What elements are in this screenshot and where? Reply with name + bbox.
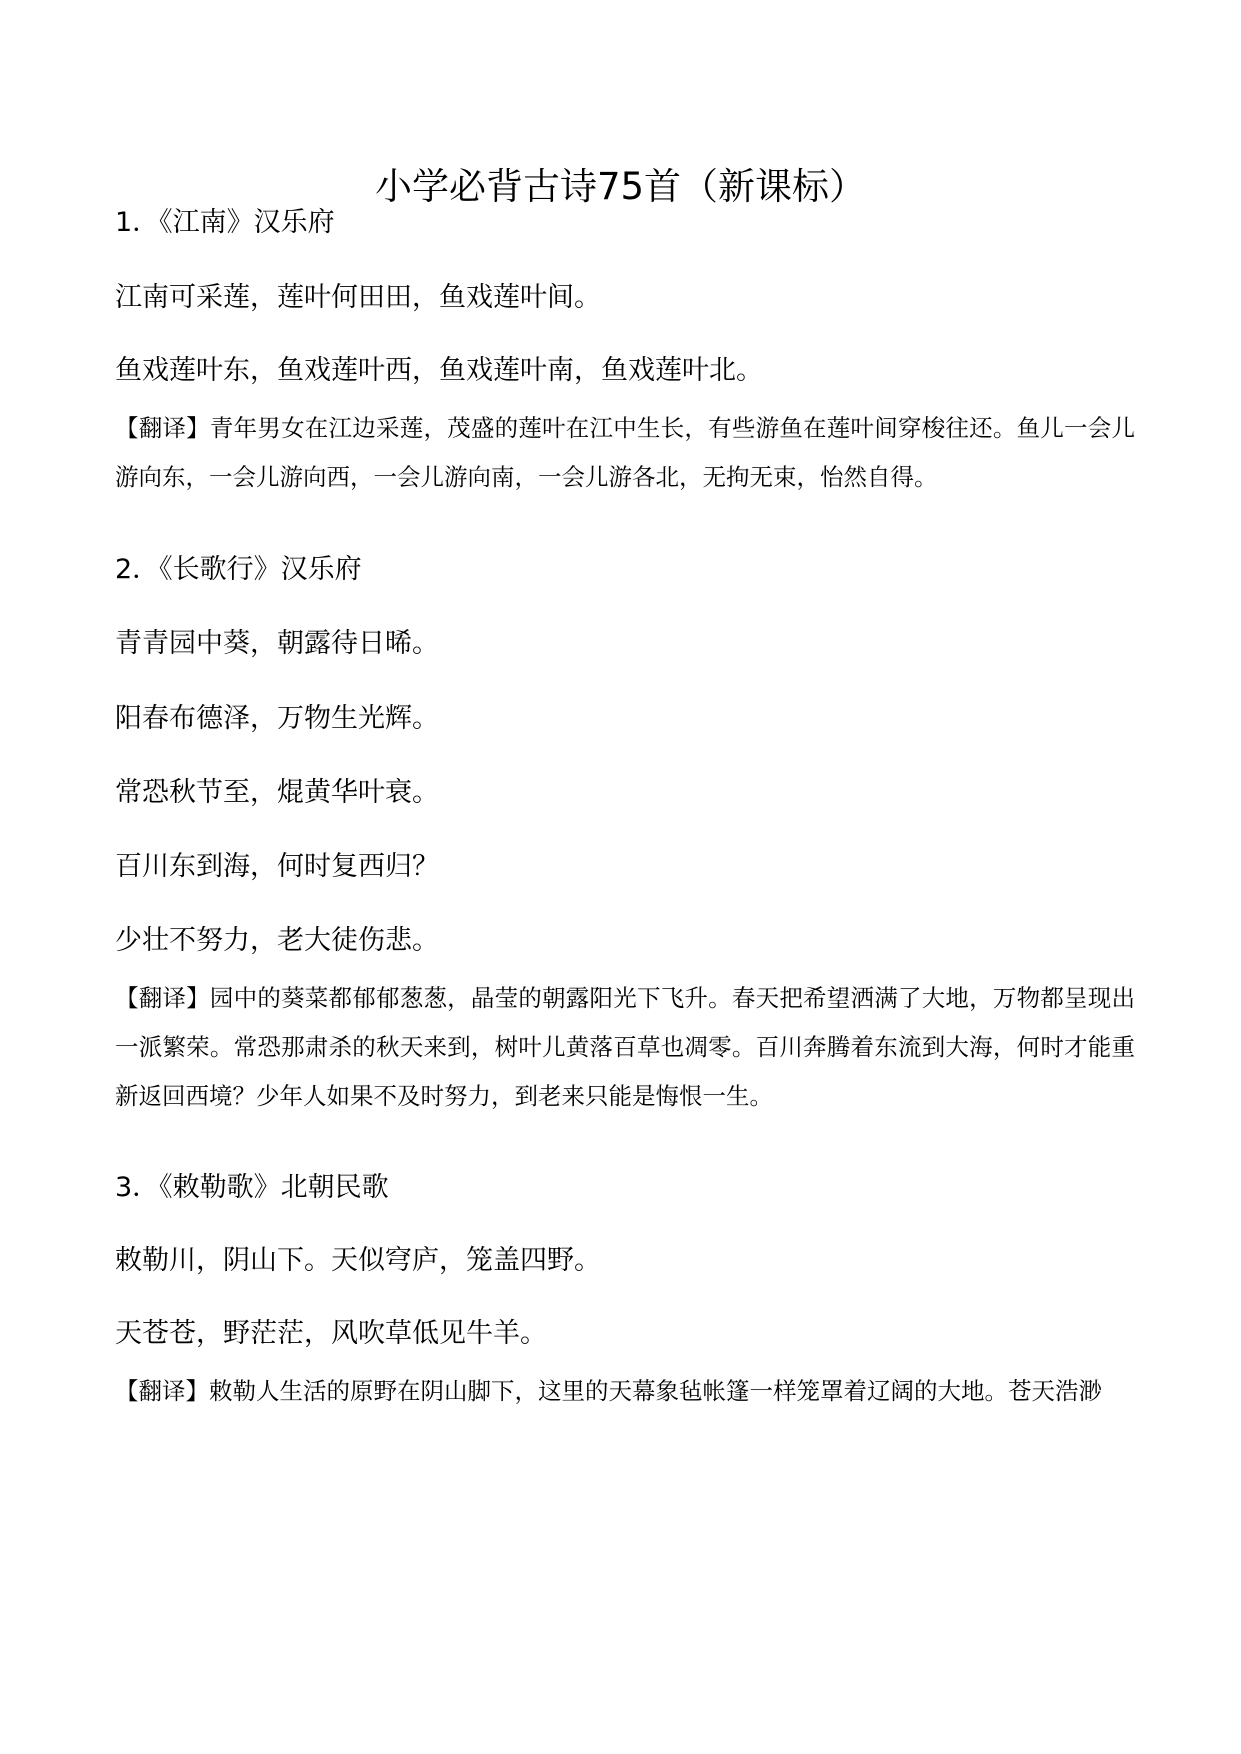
section-1-heading: 1．《江南》汉乐府 xyxy=(115,207,335,238)
section-1-line-2: 鱼戏莲叶东，鱼戏莲叶西，鱼戏莲叶南，鱼戏莲叶北。 xyxy=(115,355,763,386)
section-2-line-1: 青青园中葵，朝露待日晞。 xyxy=(115,628,439,659)
document-title: 小学必背古诗75首（新课标） xyxy=(374,165,867,208)
translation-text: 敕勒人生活的原野在阴山脚下，这里的天幕象毡帐篷一样笼罩着辽阔的大地。苍天浩渺 xyxy=(209,1377,1102,1405)
section-2-translation xyxy=(115,974,1135,1121)
section-2-line-2: 阳春布德泽，万物生光辉。 xyxy=(115,703,439,734)
section-2-line-3: 常恐秋节至，焜黄华叶衰。 xyxy=(115,777,439,808)
section-2-heading: 2．《长歌行》汉乐府 xyxy=(115,554,362,585)
section-1-line-1: 江南可采莲，莲叶何田田，鱼戏莲叶间。 xyxy=(115,282,601,313)
section-3-line-1: 敕勒川，阴山下。天似穹庐，笼盖四野。 xyxy=(115,1245,601,1276)
translation-text: 青年男女在江边采莲，茂盛的莲叶在江中生长，有些游鱼在莲叶间穿梭往还。鱼儿一会儿游向东，一会儿游向西，一会儿游向南，一会儿游各北，无拘无束，怡然自得。 xyxy=(115,414,1136,491)
section-3-translation xyxy=(115,1367,1135,1416)
section-2-line-4: 百川东到海，何时复西归？ xyxy=(115,851,439,882)
translation-tag: 【翻译】 xyxy=(115,414,210,442)
section-3-line-2: 天苍苍，野茫茫，风吹草低见牛羊。 xyxy=(115,1318,547,1349)
translation-tag: 【翻译】 xyxy=(115,1377,209,1405)
section-1-translation xyxy=(115,404,1135,502)
translation-tag: 【翻译】 xyxy=(115,984,210,1012)
section-3-heading: 3．《敕勒歌》北朝民歌 xyxy=(115,1172,389,1203)
section-2-line-5: 少壮不努力，老大徒伤悲。 xyxy=(115,925,439,956)
translation-text: 园中的葵菜都郁郁葱葱，晶莹的朝露阳光下飞升。春天把希望洒满了大地，万物都呈现出一派繁荣。常恐那肃杀的秋天来到，树叶儿黄落百草也凋零。百川奔腾着东流到大海，何时才能重新返回西境？少年人如果不及时努力，到老来只能是悔恨一生。 xyxy=(115,984,1136,1110)
